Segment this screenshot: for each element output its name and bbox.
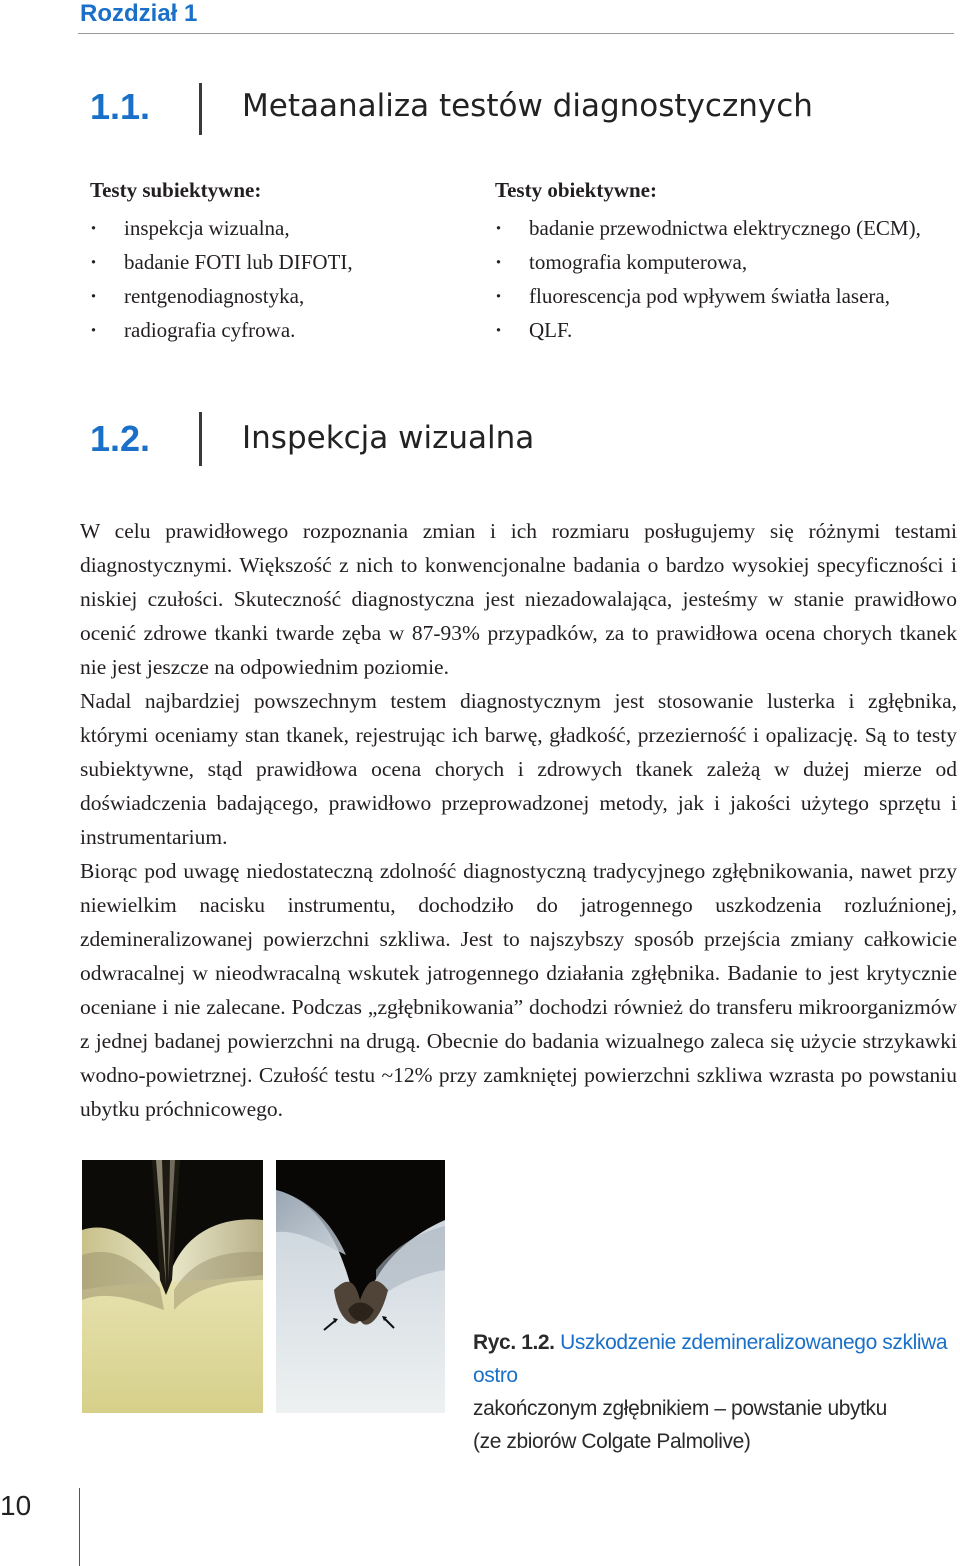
footer-rule <box>79 1488 80 1566</box>
list-item: · QLF. <box>495 313 921 347</box>
page-number: 10 <box>0 1490 32 1521</box>
chapter-label: Rozdział 1 <box>80 0 198 27</box>
figure-caption <box>473 1326 953 1458</box>
list-item: · badanie FOTI lub DIFOTI, <box>90 245 353 279</box>
caption-line: Uszkodzenie zdemineralizowanego szkliwa ostro <box>473 1331 948 1387</box>
probe-in-fissure-photo <box>82 1160 263 1413</box>
list-item: · inspekcja wizualna, <box>90 211 353 245</box>
caption-source: (ze zbiorów Colgate Palmolive) <box>473 1430 751 1453</box>
section-number: 1.2. <box>90 418 151 459</box>
objective-tests-list <box>495 211 921 347</box>
list-item: · badanie przewodnictwa elektrycznego (ECM), <box>495 211 921 245</box>
list-item: · tomografia komputerowa, <box>495 245 921 279</box>
section-title: Metaanaliza testów diagnostycznych <box>242 88 813 124</box>
section-title: Inspekcja wizualna <box>242 420 535 456</box>
figure-label: Ryc. 1.2. <box>473 1331 555 1354</box>
section-divider <box>199 412 202 466</box>
paragraph: Nadal najbardziej powszechnym testem diagnostycznym jest stosowanie lusterka i zgłębnika, którymi oceniamy stan tkanek, rejestrując ich barwę, gładkość, przezierność i opalizację. Są to testy subiektywne, stąd prawidłowa ocena chorych i zdrowych tkanek zależą w dużej mierze od doświadczenia badającego, prawidłowo przeprowadzonej metody, jak i jakości użytego sprzętu i instrumentarium. <box>80 689 957 849</box>
subjective-tests-heading: Testy subiektywne: <box>90 178 262 202</box>
section-number: 1.1. <box>90 86 151 127</box>
caption-line: zakończonym zgłębnikiem – powstanie ubytku <box>473 1397 887 1420</box>
subjective-tests-list <box>90 211 353 347</box>
section-divider <box>199 83 202 135</box>
list-item: · fluorescencja pod wpływem światła lasera, <box>495 279 921 313</box>
header-rule <box>78 33 954 34</box>
paragraph: Biorąc pod uwagę niedostateczną zdolność diagnostyczną tradycyjnego zgłębnikowania, nawet przy niewielkim nacisku instrumentu, dochodziło do jatrogennego uszkodzenia rozluźnionej, zdemineralizowanej powierzchni szkliwa. Jest to najszybszy sposób przejścia zmiany całkowicie odwracalnej w nieodwracalną wskutek jatrogennego działania zgłębnika. Badanie to jest krytycznie oceniane i nie zalecane. Podczas „zgłębnikowania” dochodzi również do transferu mikroorganizmów z jednej badanej powierzchni na drugą. Obecnie do badania wizualnego zaleca się użycie strzykawki wodno-powietrznej. Czułość testu ~12% przy zamkniętej powierzchni szkliwa wzrasta po powstaniu ubytku próchnicowego. <box>80 859 957 1121</box>
body-text <box>80 514 957 1126</box>
enamel-cavity-photo <box>276 1160 445 1413</box>
objective-tests-heading: Testy obiektywne: <box>495 178 657 202</box>
list-item: · rentgenodiagnostyka, <box>90 279 353 313</box>
list-item: · radiografia cyfrowa. <box>90 313 353 347</box>
paragraph: W celu prawidłowego rozpoznania zmian i ich rozmiaru posługujemy się różnymi testami diagnostycznymi. Większość z nich to konwencjonalne badania o bardzo wysokiej specyficzności i niskiej czułości. Skuteczność diagnostyczna jest niezadowalająca, jesteśmy w stanie prawidłowo ocenić zdrowe tkanki twarde zęba w 87-93% przypadków, za to prawidłowa ocena chorych tkanek nie jest jeszcze na odpowiednim poziomie. <box>80 519 957 679</box>
